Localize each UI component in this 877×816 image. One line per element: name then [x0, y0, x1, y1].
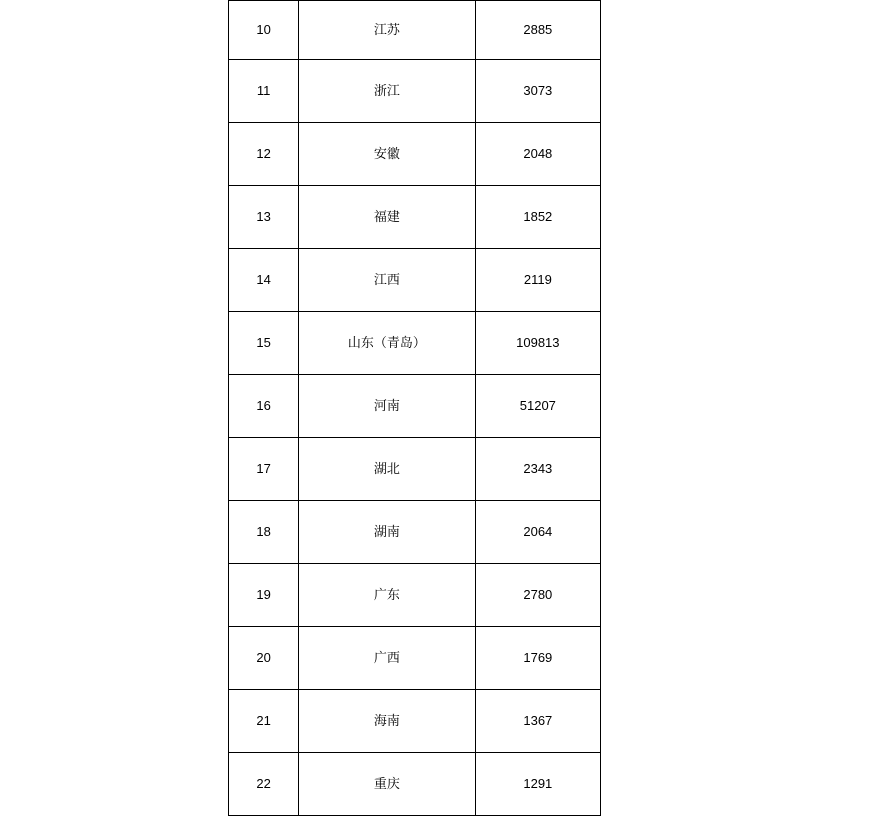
- row-value-cell: 2780: [475, 564, 600, 627]
- row-name-cell: 广东: [299, 564, 475, 627]
- row-name-cell: 湖北: [299, 438, 475, 501]
- table-row: [229, 375, 601, 438]
- row-index-cell: 18: [229, 501, 299, 564]
- row-index-cell: 20: [229, 627, 299, 690]
- row-value-cell: 2119: [475, 249, 600, 312]
- row-value-cell: 2885: [475, 1, 600, 60]
- table-row: [229, 564, 601, 627]
- row-name-cell: 河南: [299, 375, 475, 438]
- row-value-cell: 1367: [475, 690, 600, 753]
- table-container: [228, 0, 601, 816]
- row-value-cell: 2048: [475, 123, 600, 186]
- table-row: [229, 186, 601, 249]
- row-value-cell: 109813: [475, 312, 600, 375]
- row-value-cell: 2064: [475, 501, 600, 564]
- row-index-cell: 13: [229, 186, 299, 249]
- table-row: [229, 312, 601, 375]
- row-index-cell: 21: [229, 690, 299, 753]
- table-row: [229, 501, 601, 564]
- row-index-cell: 17: [229, 438, 299, 501]
- table-row: [229, 1, 601, 60]
- row-index-cell: 15: [229, 312, 299, 375]
- row-index-cell: 19: [229, 564, 299, 627]
- row-index-cell: 10: [229, 1, 299, 60]
- row-name-cell: 海南: [299, 690, 475, 753]
- row-name-cell: 浙江: [299, 60, 475, 123]
- row-value-cell: 2343: [475, 438, 600, 501]
- row-value-cell: 51207: [475, 375, 600, 438]
- row-name-cell: 湖南: [299, 501, 475, 564]
- table-row: [229, 123, 601, 186]
- table-row: [229, 690, 601, 753]
- data-table: [228, 0, 601, 816]
- row-index-cell: 16: [229, 375, 299, 438]
- row-name-cell: 江苏: [299, 1, 475, 60]
- row-name-cell: 山东（青岛）: [299, 312, 475, 375]
- row-index-cell: 14: [229, 249, 299, 312]
- row-name-cell: 福建: [299, 186, 475, 249]
- row-value-cell: 1769: [475, 627, 600, 690]
- row-value-cell: 1852: [475, 186, 600, 249]
- row-name-cell: 广西: [299, 627, 475, 690]
- table-row: [229, 627, 601, 690]
- table-row: [229, 60, 601, 123]
- table-row: [229, 249, 601, 312]
- row-index-cell: 11: [229, 60, 299, 123]
- row-value-cell: 1291: [475, 753, 600, 816]
- table-row: [229, 753, 601, 816]
- table-row: [229, 438, 601, 501]
- row-name-cell: 重庆: [299, 753, 475, 816]
- row-name-cell: 安徽: [299, 123, 475, 186]
- row-name-cell: 江西: [299, 249, 475, 312]
- row-value-cell: 3073: [475, 60, 600, 123]
- row-index-cell: 22: [229, 753, 299, 816]
- row-index-cell: 12: [229, 123, 299, 186]
